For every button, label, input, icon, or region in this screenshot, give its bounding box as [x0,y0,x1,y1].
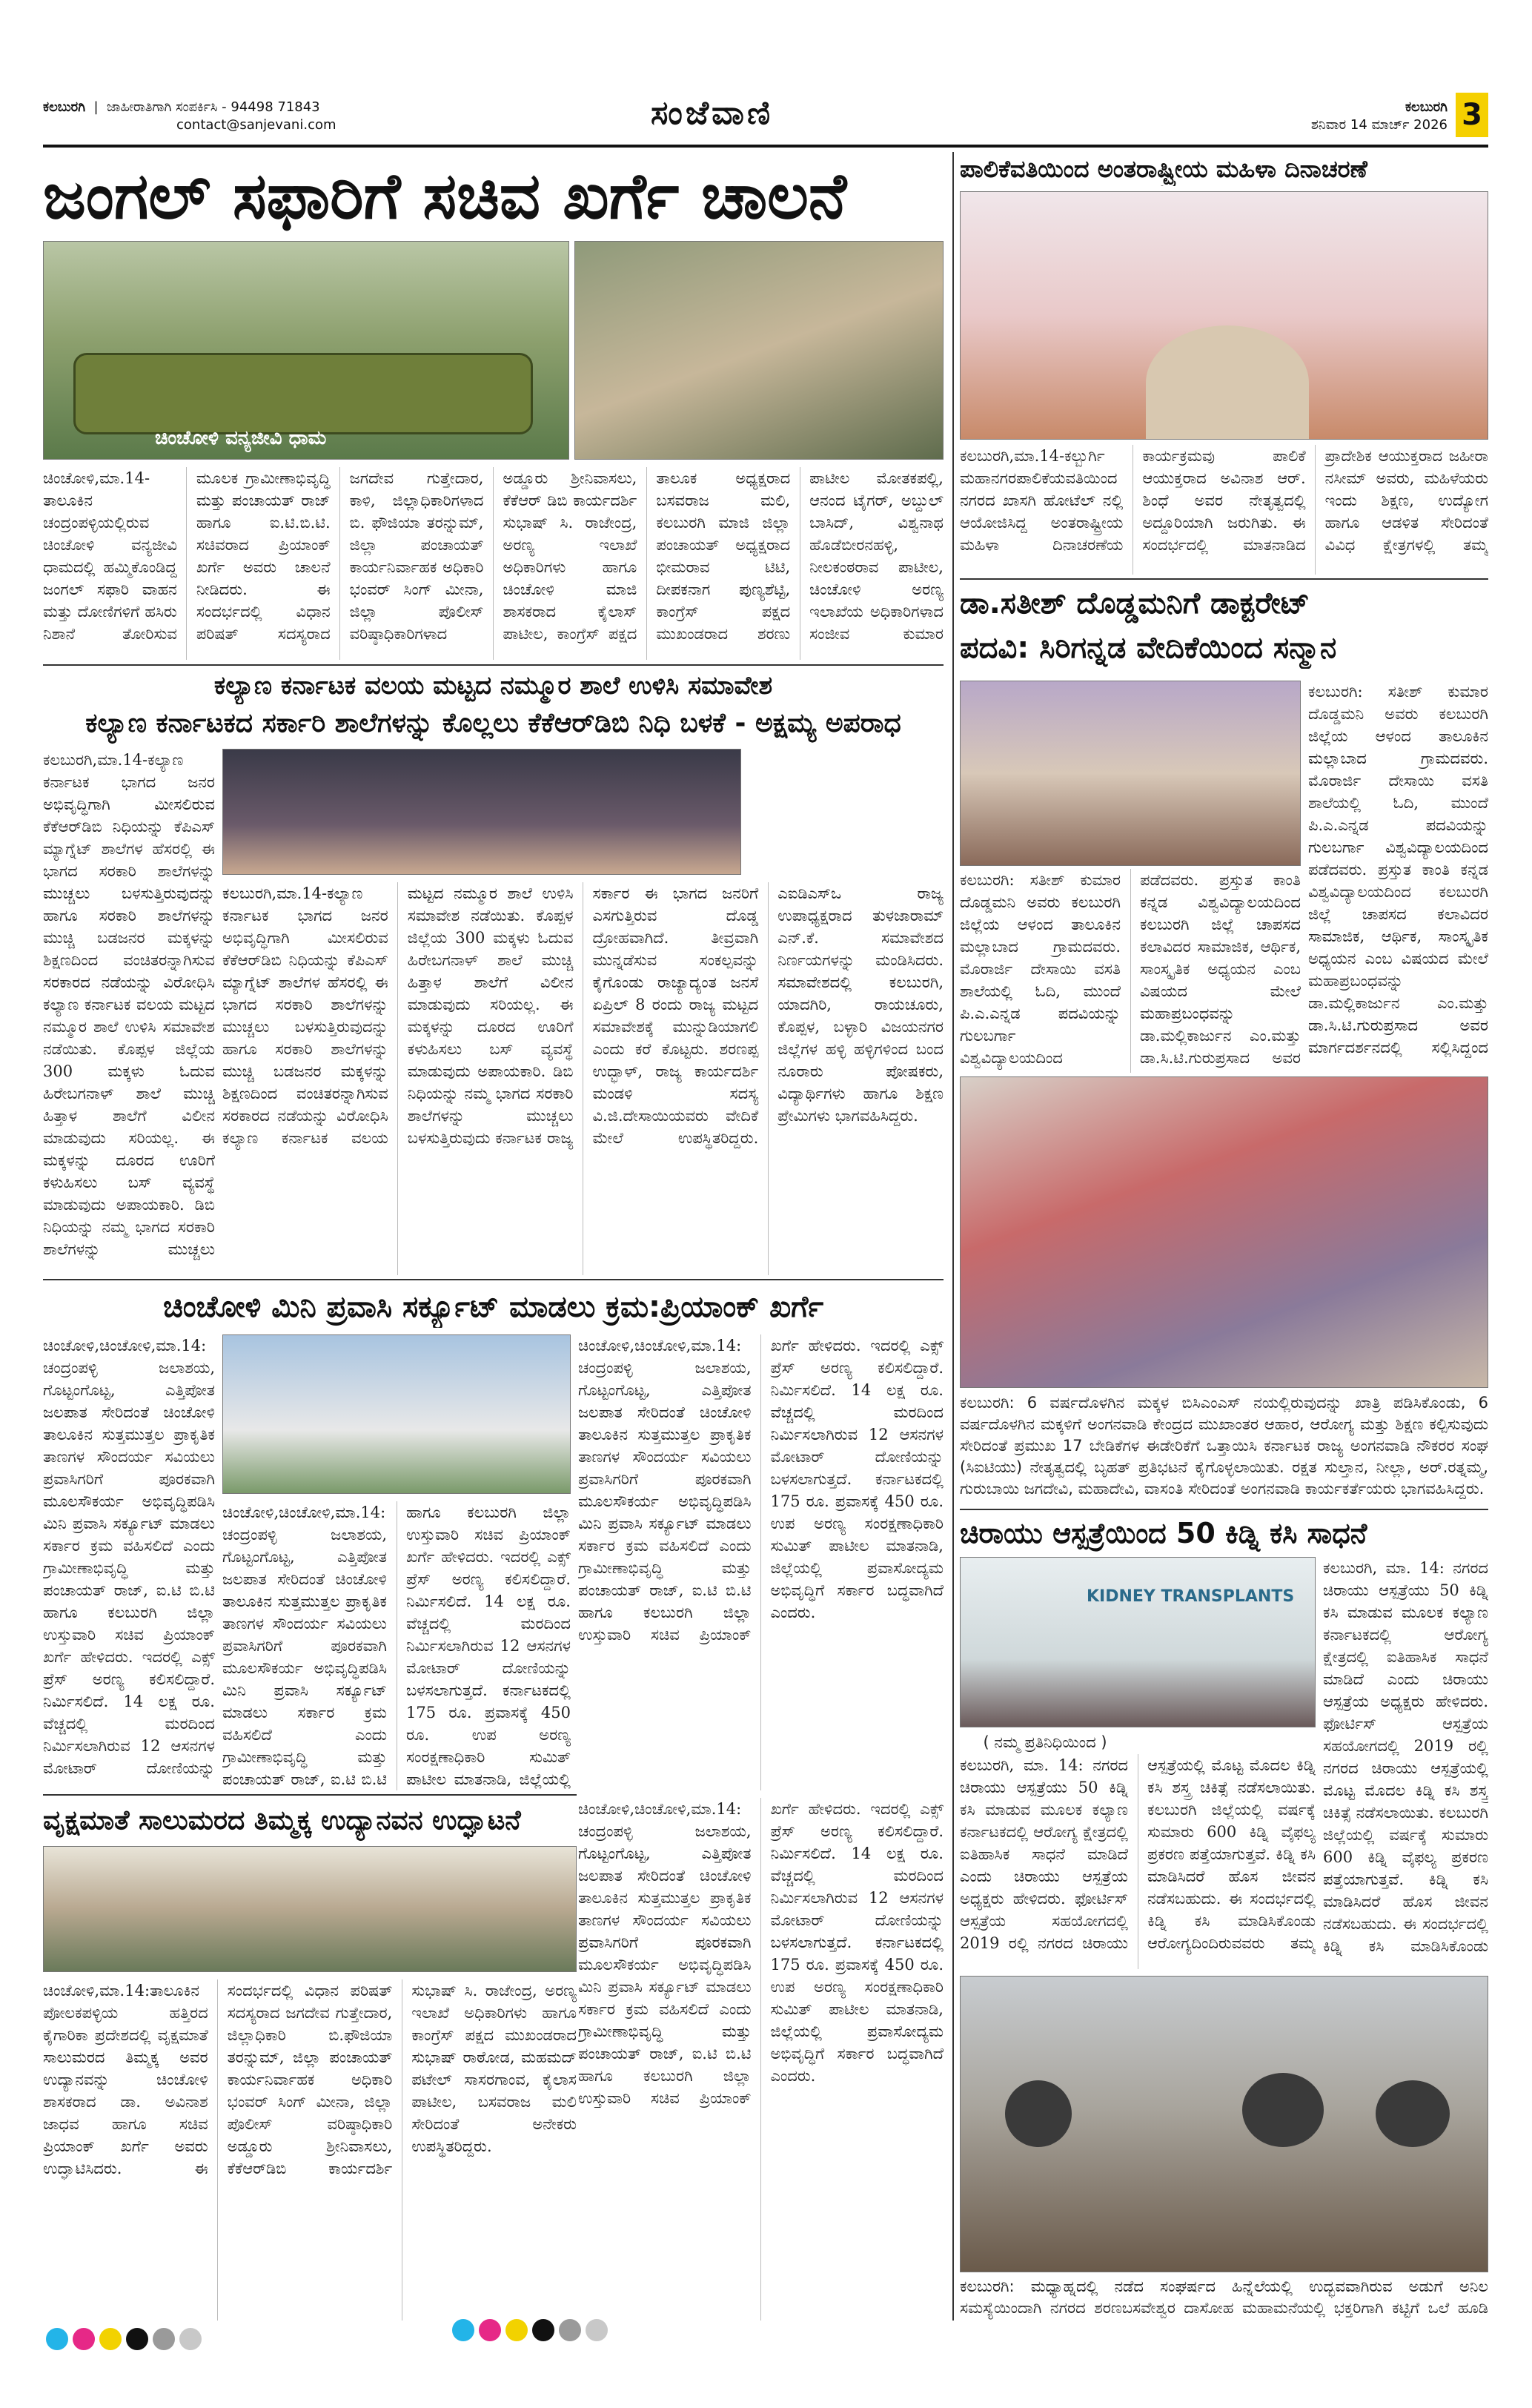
color-swatches-left [46,2328,202,2350]
page-number: 3 [1456,93,1488,137]
story9-photo-kitchen [960,1976,1488,2272]
swatch-lightgray [179,2328,202,2350]
safari-boat-shape [73,353,533,434]
story1-photo-boat [43,241,569,460]
city-right: ಕಲಬುರಗಿ [1405,99,1448,115]
sanctuary-sign: ಚಿಂಚೋಳಿ ವನ್ಯಜೀವಿ ಧಾಮ [155,427,327,449]
story1-photo-flagoff [574,241,944,460]
masthead-left: ಕಲಬುರಗಿ | ಜಾಹೀರಾತಿಗಾಗಿ ಸಂಪರ್ಕಿಸಿ - 94498 71843 contact@sanjevani.com [43,99,336,133]
story6-photo [960,681,1301,866]
story6-headline-line1: ಡಾ.ಸತೀಶ್ ದೊಡ್ಡಮನಿಗೆ ಡಾಕ್ಟರೇಟ್ [960,586,1310,621]
story6-body-side: ಕಲಬುರಗಿ: ಸತೀಶ್ ಕುಮಾರ ದೊಡ್ಡಮನಿ ಅವರು ಕಲಬುರಗಿ ಜಿಲ್ಲೆಯ ಆಳಂದ ತಾಲೂಕಿನ ಮಲ್ಲಾಬಾದ ಗ್ರಾಮದವರು. ಮೊರಾರ್ಜಿ ದೇಸಾಯಿ ವಸತಿ ಶಾಲೆಯಲ್ಲಿ ಓದಿ, ಮುಂದೆ ಪಿ.ಎ.ಎನ್ನಡ ಪದವಿಯನ್ನು ಗುಲಬರ್ಗಾ ವಿಶ್ವವಿದ್ಯಾಲಯದಿಂದ ಪಡೆದವರು. ಪ್ರಸ್ತುತ ಕಾಂತಿ ಕನ್ನಡ ವಿಶ್ವವಿದ್ಯಾಲಯದಿಂದ ಕಲಬುರಗಿ ಜಿಲ್ಲೆ ಚಾಪಸದ ಕಲಾವಿದರ ಸಾಮಾಜಿಕ, ಆರ್ಥಿಕ, ಸಾಂಸ್ಕೃತಿಕ ಅಧ್ಯಯನ ಎಂಬ ವಿಷಯದ ಮೇಲೆ ಮಹಾಪ್ರಬಂಧವನ್ನು ಡಾ.ಮಲ್ಲಿಕಾರ್ಜುನ ಎಂ.ಮತ್ತು ಡಾ.ಸಿ.ಟಿ.ಗುರುಪ್ರಸಾದ ಅವರ ಮಾರ್ಗದರ್ಶನದಲ್ಲಿ ಸಲ್ಲಿಸಿದ್ದಂದ [1308,683,1488,1056]
issue-date: ಶನಿವಾರ 14 ಮಾರ್ಚ್ 2026 [1310,117,1448,133]
story3-body-col1: ಚಿಂಚೋಳಿ,ಚಿಂಚೋಳಿ,ಮಾ.14: ಚಂದ್ರಂಪಳ್ಳಿ ಜಲಾಶಯ, ಗೊಟ್ಟಂಗೊಟ್ಟ, ಎತ್ತಿಪೋತ ಜಲಪಾತ ಸೇರಿದಂತೆ ಚಿಂಚೋಳಿ ತಾಲೂಕಿನ ಸುತ್ತಮುತ್ತಲ ಪ್ರಾಕೃತಿಕ ತಾಣಗಳ ಸೌಂದರ್ಯ ಸವಿಯಲು ಪ್ರವಾಸಿಗರಿಗೆ ಪೂರಕವಾಗಿ ಮೂಲಸೌಕರ್ಯ ಅಭಿವೃದ್ಧಿಪಡಿಸಿ ಮಿನಿ ಪ್ರವಾಸಿ ಸರ್ಕ್ಯೂಟ್ ಮಾಡಲು ಸರ್ಕಾರ ಕ್ರಮ ವಹಿಸಲಿದೆ ಎಂದು ಗ್ರಾಮೀಣಾಭಿವೃದ್ಧಿ ಮತ್ತು ಪಂಚಾಯತ್ ರಾಜ್, ಐ.ಟಿ ಬಿ.ಟಿ ಹಾಗೂ ಕಲಬುರಗಿ ಜಿಲ್ಲಾ ಉಸ್ತುವಾರಿ ಸಚಿವ ಪ್ರಿಯಾಂಕ್ ಖರ್ಗೆ ಹೇಳಿದರು. ಇದರಲ್ಲಿ ಎಕ್ಸ್ ಪ್ರೆಸ್ ಅರಣ್ಯ ಕಲಿಸಲಿದ್ದಾರೆ. ನಿರ್ಮಿಸಲಿದೆ. 14 ಲಕ್ಷ ರೂ. ವೆಚ್ಚದಲ್ಲಿ ಮರದಿಂದ ನಿರ್ಮಿಸಲಾಗಿರುವ 12 ಆಸನಗಳ ಮೋಟಾರ್ ದೋಣಿಯನ್ನು [43,1337,215,1777]
cake-table [1146,325,1309,440]
story9-caption: ಕಲಬುರಗಿ: ಮಧ್ಯಾಹ್ನದಲ್ಲಿ ನಡೆದ ಸಂಘರ್ಷದ ಹಿನ್ನೆಲೆಯಲ್ಲಿ ಉದ್ಭವವಾಗಿರುವ ಅಡುಗೆ ಅನಿಲ ಸಮಸ್ಯೆಯಿಂದಾಗಿ ನಗರದ ಶರಣಬಸವೇಶ್ವರ ದಾಸೋಹ ಮಹಾಮನೆಯಲ್ಲಿ ಭಕ್ತರಿಗಾಗಿ ಕಟ್ಟಿಗೆ ಒಲೆ ಹೂಡಿ [960,2278,1488,2317]
story8-byline: ( ನಮ್ಮ ಪ್ರತಿನಿಧಿಯಿಂದ ) [983,1733,1107,1751]
swatch-yellow [99,2328,122,2350]
divider [960,578,1488,580]
cooking-pot [1242,2073,1324,2147]
swatch-cyan [452,2319,474,2341]
story6-body: ಕಲಬುರಗಿ: ಸತೀಶ್ ಕುಮಾರ ದೊಡ್ಡಮನಿ ಅವರು ಕಲಬುರಗಿ ಜಿಲ್ಲೆಯ ಆಳಂದ ತಾಲೂಕಿನ ಮಲ್ಲಾಬಾದ ಗ್ರಾಮದವರು. ಮೊರಾರ್ಜಿ ದೇಸಾಯಿ ವಸತಿ ಶಾಲೆಯಲ್ಲಿ ಓದಿ, ಮುಂದೆ ಪಿ.ಎ.ಎನ್ನಡ ಪದವಿಯನ್ನು ಗುಲಬರ್ಗಾ ವಿಶ್ವವಿದ್ಯಾಲಯದಿಂದ ಪಡೆದವರು. ಪ್ರಸ್ತುತ ಕಾಂತಿ ಕನ್ನಡ ವಿಶ್ವವಿದ್ಯಾಲಯದಿಂದ ಕಲಬುರಗಿ ಜಿಲ್ಲೆ ಚಾಪಸದ ಕಲಾವಿದರ ಸಾಮಾಜಿಕ, ಆರ್ಥಿಕ, ಸಾಂಸ್ಕೃತಿಕ ಅಧ್ಯಯನ ಎಂಬ ವಿಷಯದ ಮೇಲೆ ಮಹಾಪ್ರಬಂಧವನ್ನು ಡಾ.ಮಲ್ಲಿಕಾರ್ಜುನ ಎಂ.ಮತ್ತು ಡಾ.ಸಿ.ಟಿ.ಗುರುಪ್ರಸಾದ ಅವರ [960,871,1301,1067]
story2-body-col1: ಕಲಬುರಗಿ,ಮಾ.14-ಕಲ್ಯಾಣ ಕರ್ನಾಟಕ ಭಾಗದ ಜನರ ಅಭಿವೃದ್ಧಿಗಾಗಿ ಮೀಸಲಿರುವ ಕೆಕೆಆರ್‌ಡಿಬಿ ನಿಧಿಯನ್ನು ಕೆಪಿಎಸ್ ಮ್ಯಾಗ್ನೆಟ್ ಶಾಲೆಗಳ ಹೆಸರಲ್ಲಿ ಈ ಭಾಗದ ಸರಕಾರಿ ಶಾಲೆಗಳನ್ನು ಮುಚ್ಚಲು ಬಳಸುತ್ತಿರುವುದನ್ನು ಹಾಗೂ ಸರಕಾರಿ ಶಾಲೆಗಳನ್ನು ಮುಚ್ಚಿ ಬಡಜನರ ಮಕ್ಕಳನ್ನು ಶಿಕ್ಷಣದಿಂದ ವಂಚಿತರನ್ನಾಗಿಸುವ ಸರಕಾರದ ನಡೆಯನ್ನು ವಿರೋಧಿಸಿ ಕಲ್ಯಾಣ ಕರ್ನಾಟಕ ವಲಯ ಮಟ್ಟದ ನಮ್ಮೂರ ಶಾಲೆ ಉಳಿಸಿ ಸಮಾವೇಶ ನಡೆಯಿತು. ಕೊಪ್ಪಳ ಜಿಲ್ಲೆಯ 300 ಮಕ್ಕಳು ಓದುವ ಹಿರೇಬಗನಾಳ್ ಶಾಲೆ ಮುಚ್ಚಿ ಹಿತ್ತಾಳ ಶಾಲೆಗೆ ವಿಲೀನ ಮಾಡುವುದು ಸರಿಯಲ್ಲ. ಈ ಮಕ್ಕಳನ್ನು ದೂರದ ಊರಿಗೆ ಕಳುಹಿಸಲು ಬಸ್ ವ್ಯವಸ್ಥೆ ಮಾಡುವುದು ಅಪಾಯಕಾರಿ. ಡಿಬಿ ನಿಧಿಯನ್ನು ನಮ್ಮ ಭಾಗದ ಸರಕಾರಿ ಶಾಲೆಗಳನ್ನು ಮುಚ್ಚಲು [43,751,215,1258]
story8-body: ಕಲಬುರಗಿ, ಮಾ. 14: ನಗರದ ಚಿರಾಯು ಆಸ್ಪತ್ರೆಯು 50 ಕಿಡ್ನಿ ಕಸಿ ಮಾಡುವ ಮೂಲಕ ಕಲ್ಯಾಣ ಕರ್ನಾಟಕದಲ್ಲಿ ಆರೋಗ್ಯ ಕ್ಷೇತ್ರದಲ್ಲಿ ಐತಿಹಾಸಿಕ ಸಾಧನೆ ಮಾಡಿದೆ ಎಂದು ಚಿರಾಯು ಆಸ್ಪತ್ರೆಯ ಅಧ್ಯಕ್ಷರು ಹೇಳಿದರು. ಫೋರ್ಟಿಸ್ ಆಸ್ಪತ್ರೆಯ ಸಹಯೋಗದಲ್ಲಿ 2019 ರಲ್ಲಿ ನಗರದ ಚಿರಾಯು ಆಸ್ಪತ್ರೆಯಲ್ಲಿ ಮೊಟ್ಟ ಮೊದಲ ಕಿಡ್ನಿ ಕಸಿ ಶಸ್ತ್ರ ಚಿಕಿತ್ಸೆ ನಡೆಸಲಾಯಿತು. ಕಲಬುರಗಿ ಜಿಲ್ಲೆಯಲ್ಲಿ ವರ್ಷಕ್ಕೆ ಸುಮಾರು 600 ಕಿಡ್ನಿ ವೈಫಲ್ಯ ಪ್ರಕರಣ ಪತ್ತೆಯಾಗುತ್ತವೆ. ಕಿಡ್ನಿ ಕಸಿ ಮಾಡಿಸಿದರೆ ಹೊಸ ಜೀವನ ನಡೆಸಬಹುದು. ಈ ಸಂದರ್ಭದಲ್ಲಿ ಕಿಡ್ನಿ ಕಸಿ ಮಾಡಿಸಿಕೊಂಡು ಆರೋಗ್ಯದಿಂದಿರುವವರು ತಮ್ಮ [960,1756,1316,1952]
cooking-pot [1376,2080,1450,2147]
swatch-yellow [505,2319,528,2341]
story3-body-col3: ಚಿಂಚೋಳಿ,ಚಿಂಚೋಳಿ,ಮಾ.14: ಚಂದ್ರಂಪಳ್ಳಿ ಜಲಾಶಯ, ಗೊಟ್ಟಂಗೊಟ್ಟ, ಎತ್ತಿಪೋತ ಜಲಪಾತ ಸೇರಿದಂತೆ ಚಿಂಚೋಳಿ ತಾಲೂಕಿನ ಸುತ್ತಮುತ್ತಲ ಪ್ರಾಕೃತಿಕ ತಾಣಗಳ ಸೌಂದರ್ಯ ಸವಿಯಲು ಪ್ರವಾಸಿಗರಿಗೆ ಪೂರಕವಾಗಿ ಮೂಲಸೌಕರ್ಯ ಅಭಿವೃದ್ಧಿಪಡಿಸಿ ಮಿನಿ ಪ್ರವಾಸಿ ಸರ್ಕ್ಯೂಟ್ ಮಾಡಲು ಸರ್ಕಾರ ಕ್ರಮ ವಹಿಸಲಿದೆ ಎಂದು ಗ್ರಾಮೀಣಾಭಿವೃದ್ಧಿ ಮತ್ತು ಪಂಚಾಯತ್ ರಾಜ್, ಐ.ಟಿ ಬಿ.ಟಿ ಹಾಗೂ ಕಲಬುರಗಿ ಜಿಲ್ಲಾ ಉಸ್ತುವಾರಿ ಸಚಿವ ಪ್ರಿಯಾಂಕ್ ಖರ್ಗೆ ಹೇಳಿದರು. ಇದರಲ್ಲಿ ಎಕ್ಸ್ ಪ್ರೆಸ್ ಅರಣ್ಯ ಕಲಿಸಲಿದ್ದಾರೆ. ನಿರ್ಮಿಸಲಿದೆ. 14 ಲಕ್ಷ ರೂ. ವೆಚ್ಚದಲ್ಲಿ ಮರದಿಂದ ನಿರ್ಮಿಸಲಾಗಿರುವ 12 ಆಸನಗಳ ಮೋಟಾರ್ ದೋಣಿಯನ್ನು ಬಳಸಲಾಗುತ್ತದೆ. ಕರ್ನಾಟಕದಲ್ಲಿ 175 ರೂ. ಪ್ರವಾಸಕ್ಕೆ 450 ರೂ. ಉಪ ಅರಣ್ಯ ಸಂರಕ್ಷಣಾಧಿಕಾರಿ ಸುಮಿತ್ ಪಾಟೀಲ ಮಾತನಾಡಿ, ಜಿಲ್ಲೆಯಲ್ಲಿ ಪ್ರವಾಸೋದ್ಯಮ ಅಭಿವೃದ್ಧಿಗೆ ಸರ್ಕಾರ ಬದ್ಧವಾಗಿದೆ ಎಂದರು. [578,1337,944,1644]
banner-text: KIDNEY TRANSPLANTS [1087,1587,1295,1606]
story1-headline: ಜಂಗಲ್ ಸಫಾರಿಗೆ ಸಚಿವ ಖರ್ಗೆ ಚಾಲನೆ [43,159,847,234]
story2-headline: ಕಲ್ಯಾಣ ಕರ್ನಾಟಕದ ಸರ್ಕಾರಿ ಶಾಲೆಗಳನ್ನು ಕೊಲ್ಲಲು ಕೆಕೆಆರ್‌ಡಿಬಿ ನಿಧಿ ಬಳಕೆ - ಅಕ್ಷಮ್ಯ ಅಪರಾಧ [85,708,901,738]
story3-photo [222,1334,571,1494]
swatch-black [126,2328,148,2350]
story1-body: ಚಿಂಚೋಳಿ,ಮಾ.14-ತಾಲೂಕಿನ ಚಂದ್ರಂಪಳ್ಳಿಯಲ್ಲಿರುವ ಚಿಂಚೋಳಿ ವನ್ಯಜೀವಿ ಧಾಮದಲ್ಲಿ ಹಮ್ಮಿಕೊಂಡಿದ್ದ ಜಂಗಲ್ ಸಫಾರಿ ವಾಹನ ಮತ್ತು ದೋಣಿಗಳಿಗೆ ಹಸಿರು ನಿಶಾನೆ ತೋರಿಸುವ ಮೂಲಕ ಗ್ರಾಮೀಣಾಭಿವೃದ್ಧಿ ಮತ್ತು ಪಂಚಾಯತ್ ರಾಜ್ ಹಾಗೂ ಐ.ಟಿ.ಬಿ.ಟಿ. ಸಚಿವರಾದ ಪ್ರಿಯಾಂಕ್ ಖರ್ಗೆ ಅವರು ಚಾಲನೆ ನೀಡಿದರು. ಈ ಸಂದರ್ಭದಲ್ಲಿ ವಿಧಾನ ಪರಿಷತ್ ಸದಸ್ಯರಾದ ಜಗದೇವ ಗುತ್ತೇದಾರ, ಕಾಳಿ, ಜಿಲ್ಲಾಧಿಕಾರಿಗಳಾದ ಬಿ. ಫೌಜಿಯಾ ತರನ್ನುಮ್, ಜಿಲ್ಲಾ ಪಂಚಾಯತ್ ಕಾರ್ಯನಿರ್ವಾಹಕ ಅಧಿಕಾರಿ ಭಂವರ್ ಸಿಂಗ್ ಮೀನಾ, ಜಿಲ್ಲಾ ಪೊಲೀಸ್ ವರಿಷ್ಠಾಧಿಕಾರಿಗಳಾದ ಅಡ್ಡೂರು ಶ್ರೀನಿವಾಸಲು, ಕೆಕೆಆರ್ ಡಿಬಿ ಕಾರ್ಯದರ್ಶಿ ಸುಭಾಷ್ ಸಿ. ರಾಜೇಂದ್ರ, ಅರಣ್ಯ ಇಲಾಖೆ ಅಧಿಕಾರಿಗಳು ಹಾಗೂ ಚಿಂಚೋಳಿ ಮಾಜಿ ಶಾಸಕರಾದ ಕೈಲಾಸ್ ಪಾಟೀಲ, ಕಾಂಗ್ರೆಸ್ ಪಕ್ಷದ ತಾಲೂಕ ಅಧ್ಯಕ್ಷರಾದ ಬಸವರಾಜ ಮಲಿ, ಕಲಬುರಗಿ ಮಾಜಿ ಜಿಲ್ಲಾ ಪಂಚಾಯತ್ ಅಧ್ಯಕ್ಷರಾದ ಭೀಮರಾವ ಟಿಟಿ, ದೀಪಕನಾಗ ಪುಣ್ಯಶೆಟ್ಟಿ, ಕಾಂಗ್ರೆಸ್ ಪಕ್ಷದ ಮುಖಂಡರಾದ ಶರಣು ಪಾಟೀಲ ಮೋತಕಪಲ್ಲಿ, ಆನಂದ ಟೈಗರ್, ಅಬ್ದುಲ್ ಬಾಸಿದ್, ವಿಶ್ವನಾಥ ಹೊಡೆಬೀರನಹಳ್ಳಿ, ನೀಲಕಂಠರಾವ ಪಾಟೀಲ, ಚಿಂಚೋಳಿ ಅರಣ್ಯ ಇಲಾಖೆಯ ಅಧಿಕಾರಿಗಳಾದ ಸಂಜೀವ ಕುಮಾರ [43,469,944,643]
story4-photo [43,1846,577,1972]
masthead [43,93,1488,145]
story2-body: ಕಲಬುರಗಿ,ಮಾ.14-ಕಲ್ಯಾಣ ಕರ್ನಾಟಕ ಭಾಗದ ಜನರ ಅಭಿವೃದ್ಧಿಗಾಗಿ ಮೀಸಲಿರುವ ಕೆಕೆಆರ್‌ಡಿಬಿ ನಿಧಿಯನ್ನು ಕೆಪಿಎಸ್ ಮ್ಯಾಗ್ನೆಟ್ ಶಾಲೆಗಳ ಹೆಸರಲ್ಲಿ ಈ ಭಾಗದ ಸರಕಾರಿ ಶಾಲೆಗಳನ್ನು ಮುಚ್ಚಲು ಬಳಸುತ್ತಿರುವುದನ್ನು ಹಾಗೂ ಸರಕಾರಿ ಶಾಲೆಗಳನ್ನು ಮುಚ್ಚಿ ಬಡಜನರ ಮಕ್ಕಳನ್ನು ಶಿಕ್ಷಣದಿಂದ ವಂಚಿತರನ್ನಾಗಿಸುವ ಸರಕಾರದ ನಡೆಯನ್ನು ವಿರೋಧಿಸಿ ಕಲ್ಯಾಣ ಕರ್ನಾಟಕ ವಲಯ ಮಟ್ಟದ ನಮ್ಮೂರ ಶಾಲೆ ಉಳಿಸಿ ಸಮಾವೇಶ ನಡೆಯಿತು. ಕೊಪ್ಪಳ ಜಿಲ್ಲೆಯ 300 ಮಕ್ಕಳು ಓದುವ ಹಿರೇಬಗನಾಳ್ ಶಾಲೆ ಮುಚ್ಚಿ ಹಿತ್ತಾಳ ಶಾಲೆಗೆ ವಿಲೀನ ಮಾಡುವುದು ಸರಿಯಲ್ಲ. ಈ ಮಕ್ಕಳನ್ನು ದೂರದ ಊರಿಗೆ ಕಳುಹಿಸಲು ಬಸ್ ವ್ಯವಸ್ಥೆ ಮಾಡುವುದು ಅಪಾಯಕಾರಿ. ಡಿಬಿ ನಿಧಿಯನ್ನು ನಮ್ಮ ಭಾಗದ ಸರಕಾರಿ ಶಾಲೆಗಳನ್ನು ಮುಚ್ಚಲು ಬಳಸುತ್ತಿರುವುದು ಕರ್ನಾಟಕ ರಾಜ್ಯ ಸರ್ಕಾರ ಈ ಭಾಗದ ಜನರಿಗೆ ಎಸಗುತ್ತಿರುವ ದೊಡ್ಡ ದ್ರೋಹವಾಗಿದೆ. ತೀವ್ರವಾಗಿ ಮುನ್ನಡೆಸುವ ಸಂಕಲ್ಪವನ್ನು ಕೈಗೊಂಡು ರಾಜ್ಯಾದ್ಯಂತ ಜನಸೆ ಏಪ್ರಿಲ್ 8 ರಂದು ರಾಜ್ಯ ಮಟ್ಟದ ಸಮಾವೇಶಕ್ಕೆ ಮುನ್ನುಡಿಯಾಗಲಿ ಎಂದು ಕರೆ ಕೊಟ್ಟರು. ಶರಣಪ್ಪ ಉದ್ಭಾಳ್, ರಾಜ್ಯ ಕಾರ್ಯದರ್ಶಿ ಮಂಡಳಿ ಸದಸ್ಯ ವಿ.ಜಿ.ದೇಸಾಯಿಯವರು ವೇದಿಕೆ ಮೇಲೆ ಉಪಸ್ಥಿತರಿದ್ದರು. ಎಐಡಿಎಸ್‌ಒ ರಾಜ್ಯ ಉಪಾಧ್ಯಕ್ಷರಾದ ತುಳಜಾರಾಮ್ ಎನ್.ಕೆ. ಸಮಾವೇಶದ ನಿರ್ಣಯಗಳನ್ನು ಮಂಡಿಸಿದರು. ಸಮಾವೇಶದಲ್ಲಿ ಕಲಬುರಗಿ, ಯಾದಗಿರಿ, ರಾಯಚೂರು, ಕೊಪ್ಪಳ, ಬಳ್ಳಾರಿ ವಿಜಯನಗರ ಜಿಲ್ಲೆಗಳ ಹಳ್ಳಿ ಹಳ್ಳಿಗಳಿಂದ ಬಂದ ನೂರಾರು ಪೋಷಕರು, ವಿದ್ಯಾರ್ಥಿಗಳು ಹಾಗೂ ಶಿಕ್ಷಣ ಪ್ರೇಮಿಗಳು ಭಾಗವಹಿಸಿದ್ದರು. [222,884,944,1147]
masthead-rule [43,145,1488,148]
divider [43,1279,944,1280]
story5-photo [960,191,1488,440]
masthead-right [1311,99,1448,134]
column-divider [952,152,954,2321]
color-swatches-center [452,2319,608,2341]
story3-headline: ಚಿಂಚೋಳಿ ಮಿನಿ ಪ್ರವಾಸಿ ಸರ್ಕ್ಯೂಟ್ ಮಾಡಲು ಕ್ರಮ:ಪ್ರಿಯಾಂಕ್ ಖರ್ಗೆ [162,1290,824,1324]
city-left: ಕಲಬುರಗಿ [43,99,86,115]
ad-contact: ಜಾಹೀರಾತಿಗಾಗಿ ಸಂಪರ್ಕಿಸಿ - 94498 71843 [107,99,320,115]
story6-headline-line2: ಪದವಿ: ಸಿರಿಗನ್ನಡ ವೇದಿಕೆಯಿಂದ ಸನ್ಮಾನ [960,631,1337,665]
story7-caption: ಕಲಬುರಗಿ: 6 ವರ್ಷದೊಳಗಿನ ಮಕ್ಕಳ ಬಿಸಿಎಂಎಸ್ ನಯಲ್ಲಿರುವುದನ್ನು ಖಾತ್ರಿ ಪಡಿಸಿಕೊಂಡು, 6 ವರ್ಷದೊಳಗಿನ ಮಕ್ಕಳಿಗೆ ಅಂಗನವಾಡಿ ಕೇಂದ್ರದ ಮುಖಾಂತರ ಆಹಾರ, ಆರೋಗ್ಯ ಮತ್ತು ಶಿಕ್ಷಣ ಕಲ್ಪಿಸುವುದು ಸೇರಿದಂತೆ ಪ್ರಮುಖ 17 ಬೇಡಿಕೆಗಳ ಈಡೇರಿಕೆಗೆ ಒತ್ತಾಯಿಸಿ ಕರ್ನಾಟಕ ರಾಜ್ಯ ಅಂಗನವಾಡಿ ನೌಕರರ ಸಂಘ (ಸಿಐಟಿಯು) ನೇತೃತ್ವದಲ್ಲಿ ಬೃಹತ್ ಪ್ರತಿಭಟನೆ ಕೈಗೊಳ್ಳಲಾಯಿತು. ರಕ್ಷತ ಸುಲ್ತಾನ, ನೀಲ್ಲಾ, ಅರ್.ರತ್ನಮ್ಮ, ಗುರುಬಾಯಿ ಜಗದೇವಿ, ಮಹಾದೇವಿ, ವಾಸಂತಿ ಸೇರಿದಂತೆ ಅಂಗನವಾಡಿ ಕಾರ್ಯಕರ್ತೆಯರು ಭಾಗವಹಿಸಿದ್ದರು. [960,1394,1488,1498]
story2-kicker: ಕಲ್ಯಾಣ ಕರ್ನಾಟಕ ವಲಯ ಮಟ್ಟದ ನಮ್ಮೂರ ಶಾಲೆ ಉಳಿಸಿ ಸಮಾವೇಶ [213,671,773,701]
story3-body-col2: ಚಿಂಚೋಳಿ,ಚಿಂಚೋಳಿ,ಮಾ.14: ಚಂದ್ರಂಪಳ್ಳಿ ಜಲಾಶಯ, ಗೊಟ್ಟಂಗೊಟ್ಟ, ಎತ್ತಿಪೋತ ಜಲಪಾತ ಸೇರಿದಂತೆ ಚಿಂಚೋಳಿ ತಾಲೂಕಿನ ಸುತ್ತಮುತ್ತಲ ಪ್ರಾಕೃತಿಕ ತಾಣಗಳ ಸೌಂದರ್ಯ ಸವಿಯಲು ಪ್ರವಾಸಿಗರಿಗೆ ಪೂರಕವಾಗಿ ಮೂಲಸೌಕರ್ಯ ಅಭಿವೃದ್ಧಿಪಡಿಸಿ ಮಿನಿ ಪ್ರವಾಸಿ ಸರ್ಕ್ಯೂಟ್ ಮಾಡಲು ಸರ್ಕಾರ ಕ್ರಮ ವಹಿಸಲಿದೆ ಎಂದು ಗ್ರಾಮೀಣಾಭಿವೃದ್ಧಿ ಮತ್ತು ಪಂಚಾಯತ್ ರಾಜ್, ಐ.ಟಿ ಬಿ.ಟಿ ಹಾಗೂ ಕಲಬುರಗಿ ಜಿಲ್ಲಾ ಉಸ್ತುವಾರಿ ಸಚಿವ ಪ್ರಿಯಾಂಕ್ ಖರ್ಗೆ ಹೇಳಿದರು. ಇದರಲ್ಲಿ ಎಕ್ಸ್ ಪ್ರೆಸ್ ಅರಣ್ಯ ಕಲಿಸಲಿದ್ದಾರೆ. ನಿರ್ಮಿಸಲಿದೆ. 14 ಲಕ್ಷ ರೂ. ವೆಚ್ಚದಲ್ಲಿ ಮರದಿಂದ ನಿರ್ಮಿಸಲಾಗಿರುವ 12 ಆಸನಗಳ ಮೋಟಾರ್ ದೋಣಿಯನ್ನು ಬಳಸಲಾಗುತ್ತದೆ. ಕರ್ನಾಟಕದಲ್ಲಿ 175 ರೂ. ಪ್ರವಾಸಕ್ಕೆ 450 ರೂ. ಉಪ ಅರಣ್ಯ ಸಂರಕ್ಷಣಾಧಿಕಾರಿ ಸುಮಿತ್ ಪಾಟೀಲ ಮಾತನಾಡಿ, ಜಿಲ್ಲೆಯಲ್ಲಿ [222,1504,571,1788]
story8-body-side: ಕಲಬುರಗಿ, ಮಾ. 14: ನಗರದ ಚಿರಾಯು ಆಸ್ಪತ್ರೆಯು 50 ಕಿಡ್ನಿ ಕಸಿ ಮಾಡುವ ಮೂಲಕ ಕಲ್ಯಾಣ ಕರ್ನಾಟಕದಲ್ಲಿ ಆರೋಗ್ಯ ಕ್ಷೇತ್ರದಲ್ಲಿ ಐತಿಹಾಸಿಕ ಸಾಧನೆ ಮಾಡಿದೆ ಎಂದು ಚಿರಾಯು ಆಸ್ಪತ್ರೆಯ ಅಧ್ಯಕ್ಷರು ಹೇಳಿದರು. ಫೋರ್ಟಿಸ್ ಆಸ್ಪತ್ರೆಯ ಸಹಯೋಗದಲ್ಲಿ 2019 ರಲ್ಲಿ ನಗರದ ಚಿರಾಯು ಆಸ್ಪತ್ರೆಯಲ್ಲಿ ಮೊಟ್ಟ ಮೊದಲ ಕಿಡ್ನಿ ಕಸಿ ಶಸ್ತ್ರ ಚಿಕಿತ್ಸೆ ನಡೆಸಲಾಯಿತು. ಕಲಬುರಗಿ ಜಿಲ್ಲೆಯಲ್ಲಿ ವರ್ಷಕ್ಕೆ ಸುಮಾರು 600 ಕಿಡ್ನಿ ವೈಫಲ್ಯ ಪ್ರಕರಣ ಪತ್ತೆಯಾಗುತ್ತವೆ. ಕಿಡ್ನಿ ಕಸಿ ಮಾಡಿಸಿದರೆ ಹೊಸ ಜೀವನ ನಡೆಸಬಹುದು. ಈ ಸಂದರ್ಭದಲ್ಲಿ ಕಿಡ್ನಿ ಕಸಿ ಮಾಡಿಸಿಕೊಂಡು [1323,1559,1488,1955]
story8-photo [960,1557,1316,1727]
story4-body: ಚಿಂಚೋಳಿ,ಮಾ.14:ತಾಲೂಕಿನ ಪೋಲಕಪಳ್ಳಿಯ ಹತ್ತಿರದ ಕೈಗಾರಿಕಾ ಪ್ರದೇಶದಲ್ಲಿ ವೃಕ್ಷಮಾತೆ ಸಾಲುಮರದ ತಿಮ್ಮಕ್ಕ ಅವರ ಉದ್ಯಾನವನ್ನು ಚಿಂಚೋಳಿ ಶಾಸಕರಾದ ಡಾ. ಅವಿನಾಶ ಜಾಧವ ಹಾಗೂ ಸಚಿವ ಪ್ರಿಯಾಂಕ್ ಖರ್ಗೆ ಅವರು ಉದ್ಘಾಟಿಸಿದರು. ಈ ಸಂದರ್ಭದಲ್ಲಿ ವಿಧಾನ ಪರಿಷತ್ ಸದಸ್ಯರಾದ ಜಗದೇವ ಗುತ್ತೇದಾರ, ಜಿಲ್ಲಾಧಿಕಾರಿ ಬಿ.ಫೌಜಿಯಾ ತರನ್ನುಮ್, ಜಿಲ್ಲಾ ಪಂಚಾಯತ್ ಕಾರ್ಯನಿರ್ವಾಹಕ ಅಧಿಕಾರಿ ಭಂವರ್ ಸಿಂಗ್ ಮೀನಾ, ಜಿಲ್ಲಾ ಪೊಲೀಸ್ ವರಿಷ್ಠಾಧಿಕಾರಿ ಅಡ್ಡೂರು ಶ್ರೀನಿವಾಸಲು, ಕೆಕೆಆರ್‌ಡಿಬಿ ಕಾರ್ಯದರ್ಶಿ ಸುಭಾಷ್ ಸಿ. ರಾಜೇಂದ್ರ, ಅರಣ್ಯ ಇಲಾಖೆ ಅಧಿಕಾರಿಗಳು ಹಾಗೂ ಕಾಂಗ್ರೆಸ್ ಪಕ್ಷದ ಮುಖಂಡರಾದ ಸುಭಾಷ್ ರಾಠೋಡ, ಮಹಮದ್ ಪಟೇಲ್ ಸಾಸರಗಾಂವ, ಕೈಲಾಸ ಪಾಟೀಲ, ಬಸವರಾಜ ಮಲಿ ಸೇರಿದಂತೆ ಅನೇಕರು ಉಪಸ್ಥಿತರಿದ್ದರು. [43,1982,577,2177]
swatch-black [532,2319,554,2341]
swatch-magenta [73,2328,95,2350]
swatch-magenta [479,2319,501,2341]
story3-body-continued: ಚಿಂಚೋಳಿ,ಚಿಂಚೋಳಿ,ಮಾ.14: ಚಂದ್ರಂಪಳ್ಳಿ ಜಲಾಶಯ, ಗೊಟ್ಟಂಗೊಟ್ಟ, ಎತ್ತಿಪೋತ ಜಲಪಾತ ಸೇರಿದಂತೆ ಚಿಂಚೋಳಿ ತಾಲೂಕಿನ ಸುತ್ತಮುತ್ತಲ ಪ್ರಾಕೃತಿಕ ತಾಣಗಳ ಸೌಂದರ್ಯ ಸವಿಯಲು ಪ್ರವಾಸಿಗರಿಗೆ ಪೂರಕವಾಗಿ ಮೂಲಸೌಕರ್ಯ ಅಭಿವೃದ್ಧಿಪಡಿಸಿ ಮಿನಿ ಪ್ರವಾಸಿ ಸರ್ಕ್ಯೂಟ್ ಮಾಡಲು ಸರ್ಕಾರ ಕ್ರಮ ವಹಿಸಲಿದೆ ಎಂದು ಗ್ರಾಮೀಣಾಭಿವೃದ್ಧಿ ಮತ್ತು ಪಂಚಾಯತ್ ರಾಜ್, ಐ.ಟಿ ಬಿ.ಟಿ ಹಾಗೂ ಕಲಬುರಗಿ ಜಿಲ್ಲಾ ಉಸ್ತುವಾರಿ ಸಚಿವ ಪ್ರಿಯಾಂಕ್ ಖರ್ಗೆ ಹೇಳಿದರು. ಇದರಲ್ಲಿ ಎಕ್ಸ್ ಪ್ರೆಸ್ ಅರಣ್ಯ ಕಲಿಸಲಿದ್ದಾರೆ. ನಿರ್ಮಿಸಲಿದೆ. 14 ಲಕ್ಷ ರೂ. ವೆಚ್ಚದಲ್ಲಿ ಮರದಿಂದ ನಿರ್ಮಿಸಲಾಗಿರುವ 12 ಆಸನಗಳ ಮೋಟಾರ್ ದೋಣಿಯನ್ನು ಬಳಸಲಾಗುತ್ತದೆ. ಕರ್ನಾಟಕದಲ್ಲಿ 175 ರೂ. ಪ್ರವಾಸಕ್ಕೆ 450 ರೂ. ಉಪ ಅರಣ್ಯ ಸಂರಕ್ಷಣಾಧಿಕಾರಿ ಸುಮಿತ್ ಪಾಟೀಲ ಮಾತನಾಡಿ, ಜಿಲ್ಲೆಯಲ್ಲಿ ಪ್ರವಾಸೋದ್ಯಮ ಅಭಿವೃದ್ಧಿಗೆ ಸರ್ಕಾರ ಬದ್ಧವಾಗಿದೆ ಎಂದರು. [578,1800,944,2107]
swatch-cyan [46,2328,68,2350]
story2-photo [222,749,741,875]
divider [43,664,944,666]
divider [43,1794,577,1796]
swatch-gray [559,2319,581,2341]
cooking-pot [1005,2080,1072,2147]
swatch-gray [153,2328,175,2350]
story5-headline: ಪಾಲಿಕೆವತಿಯಿಂದ ಅಂತರಾಷ್ಟ್ರೀಯ ಮಹಿಳಾ ದಿನಾಚರಣೆ [960,155,1367,183]
story5-body: ಕಲಬುರಗಿ,ಮಾ.14-ಕಲ್ಬುರ್ಗಿ ಮಹಾನಗರಪಾಲಿಕೆಯವತಿಯಿಂದ ನಗರದ ಖಾಸಗಿ ಹೋಟೆಲ್ ನಲ್ಲಿ ಆಯೋಜಿಸಿದ್ದ ಅಂತರಾಷ್ಟ್ರೀಯ ಮಹಿಳಾ ದಿನಾಚರಣೆಯ ಕಾರ್ಯಕ್ರಮವು ಪಾಲಿಕೆ ಆಯುಕ್ತರಾದ ಅವಿನಾಶ ಆರ್. ಶಿಂಧೆ ಅವರ ನೇತೃತ್ವದಲ್ಲಿ ಅದ್ದೂರಿಯಾಗಿ ಜರುಗಿತು. ಈ ಸಂದರ್ಭದಲ್ಲಿ ಮಾತನಾಡಿದ ಪ್ರಾದೇಶಿಕ ಆಯುಕ್ತರಾದ ಜಹೀರಾ ನಸೀಮ್ ಅವರು, ಮಹಿಳೆಯರು ಇಂದು ಶಿಕ್ಷಣ, ಉದ್ಯೋಗ ಹಾಗೂ ಆಡಳಿತ ಸೇರಿದಂತೆ ವಿವಿಧ ಕ್ಷೇತ್ರಗಳಲ್ಲಿ ತಮ್ಮ [960,447,1488,554]
email[interactable]: contact@sanjevani.com [176,117,336,133]
swatch-lightgray [586,2319,608,2341]
story8-headline: ಚಿರಾಯು ಆಸ್ಪತ್ರೆಯಿಂದ 50 ಕಿಡ್ನಿ ಕಸಿ ಸಾಧನೆ [960,1517,1367,1549]
newspaper-logo: ಸಂಜೆವಾಣಿ [651,94,774,132]
story7-photo-protest [960,1076,1488,1388]
story4-headline: ವೃಕ್ಷಮಾತೆ ಸಾಲುಮರದ ತಿಮ್ಮಕ್ಕ ಉದ್ಯಾನವನ ಉದ್ಘಾಟನೆ [43,1805,521,1836]
divider [960,1509,1488,1510]
